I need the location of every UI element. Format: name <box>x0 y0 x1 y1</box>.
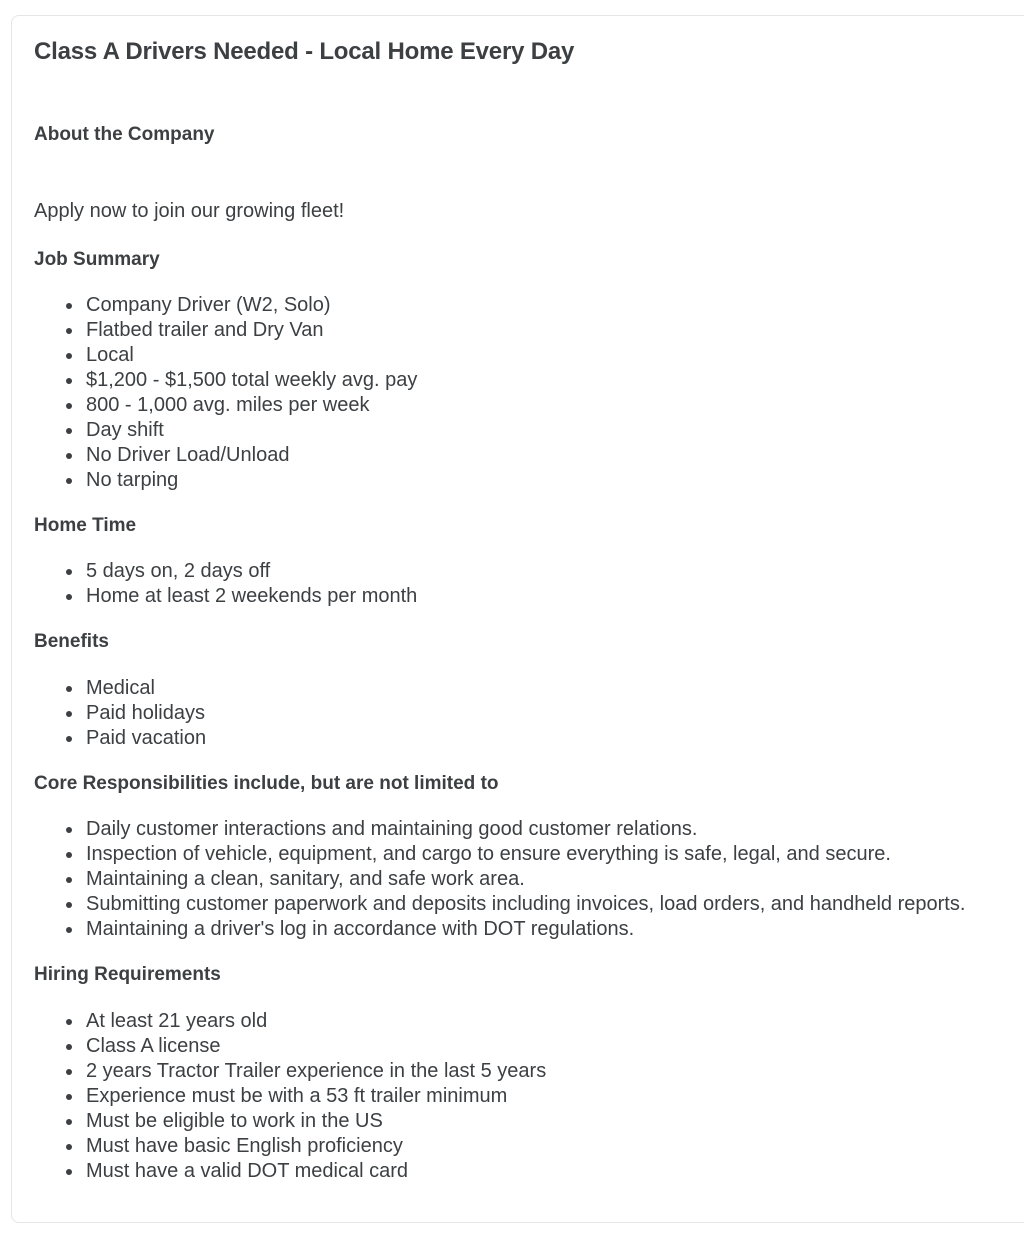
list-item: At least 21 years old <box>86 1009 546 1034</box>
benefits-heading: Benefits <box>34 631 109 652</box>
list-item: Local <box>86 343 417 368</box>
list-item: Medical <box>86 676 206 701</box>
intro-text: Apply now to join our growing fleet! <box>34 200 345 222</box>
list-item: Home at least 2 weekends per month <box>86 585 418 607</box>
benefits-list <box>34 676 206 751</box>
list-item: 800 - 1,000 avg. miles per week <box>86 393 417 418</box>
hiring-requirements-heading: Hiring Requirements <box>34 964 221 985</box>
list-item: Maintaining a driver's log in accordance with DOT regulations. <box>86 917 965 942</box>
list-item: No tarping <box>86 468 417 493</box>
list-item: Submitting customer paperwork and deposits including invoices, load orders, and handheld reports. <box>86 893 966 915</box>
list-item: Experience must be with a 53 ft trailer minimum <box>86 1084 546 1109</box>
responsibilities-list <box>34 817 965 942</box>
list-item: Inspection of vehicle, equipment, and cargo to ensure everything is safe, legal, and secure. <box>86 842 965 867</box>
list-item: Must have basic English proficiency <box>86 1134 546 1159</box>
job-summary-heading: Job Summary <box>34 249 160 270</box>
list-item: $1,200 - $1,500 total weekly avg. pay <box>86 369 418 391</box>
list-item: Daily customer interactions and maintaining good customer relations. <box>86 817 965 842</box>
job-posting-card <box>11 15 1024 1223</box>
list-item: No Driver Load/Unload <box>86 443 417 468</box>
list-item: Day shift <box>86 418 417 443</box>
job-summary-list <box>34 293 417 493</box>
list-item: Flatbed trailer and Dry Van <box>86 318 417 343</box>
list-item: Must have a valid DOT medical card <box>86 1159 546 1184</box>
job-title: Class A Drivers Needed - Local Home Every Day <box>34 38 575 65</box>
list-item: Company Driver (W2, Solo) <box>86 293 417 318</box>
list-item: Paid vacation <box>86 727 207 749</box>
about-company-heading: About the Company <box>34 124 215 145</box>
list-item: Must be eligible to work in the US <box>86 1109 546 1134</box>
list-item: Class A license <box>86 1034 546 1059</box>
responsibilities-heading: Core Responsibilities include, but are not limited to <box>34 773 499 794</box>
list-item: 5 days on, 2 days off <box>86 559 417 584</box>
list-item: 2 years Tractor Trailer experience in the last 5 years <box>86 1060 547 1082</box>
hiring-requirements-list <box>34 1009 546 1184</box>
home-time-heading: Home Time <box>34 515 137 536</box>
list-item: Paid holidays <box>86 702 205 724</box>
list-item: Maintaining a clean, sanitary, and safe work area. <box>86 867 965 892</box>
home-time-list <box>34 559 417 609</box>
